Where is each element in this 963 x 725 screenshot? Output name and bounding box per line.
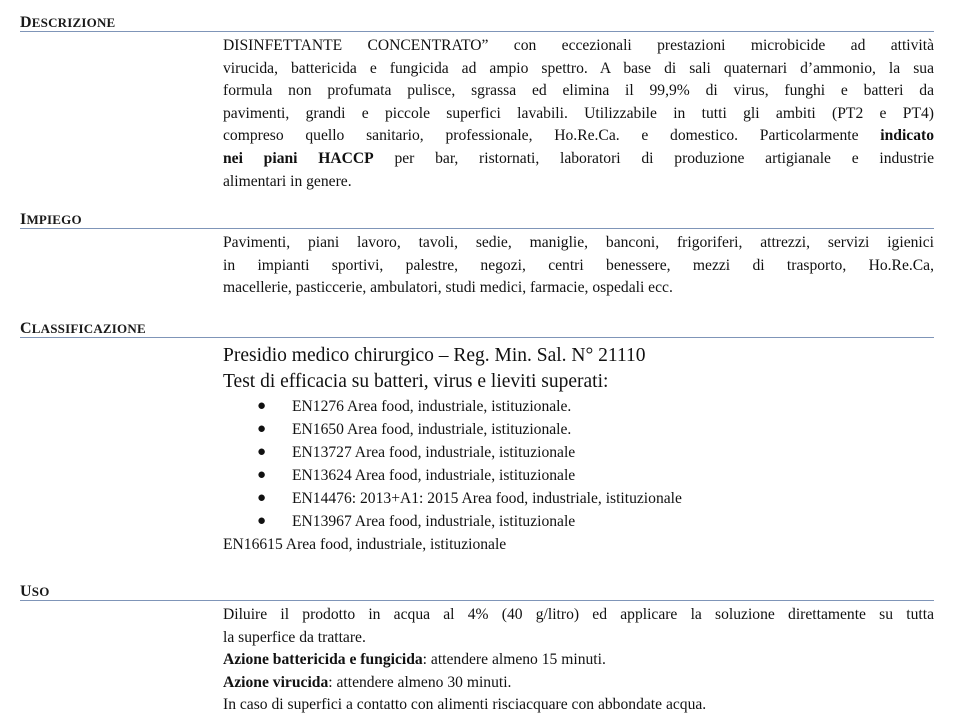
heading-rest: SO xyxy=(31,584,50,599)
section-heading-descrizione xyxy=(20,15,934,32)
bullet-icon: ● xyxy=(257,490,267,506)
section-heading-uso xyxy=(20,584,934,601)
uso-body xyxy=(223,604,934,717)
tests-title: Test di efficacia su batteri, virus e lieviti superati: xyxy=(223,371,609,392)
standard-item: ● EN13727 Area food, industriale, istituzionale xyxy=(223,441,934,464)
label-battericida: Azione battericida e fungicida xyxy=(223,651,423,669)
heading-cap: D xyxy=(20,14,32,31)
uso-line: In caso di superfici a contatto con alimenti risciacquare con abbondate acqua. xyxy=(223,696,707,714)
descrizione-line: virucida, battericida e fungicida ad ampio spettro. A base di sali quaternari d’ammonio, la sua xyxy=(223,59,934,77)
heading-rest: LASSIFICAZIONE xyxy=(31,321,146,336)
bullet-icon: ● xyxy=(257,444,267,460)
descrizione-line: alimentari in genere. xyxy=(223,172,352,190)
standard-item: ● EN1650 Area food, industriale, istituzionale. xyxy=(223,418,934,441)
emphasis-haccp: nei piani HACCP xyxy=(223,149,374,167)
section-heading-classificazione xyxy=(20,321,934,338)
impiego-line: macellerie, pasticcerie, ambulatori, studi medici, farmacie, ospedali ecc. xyxy=(223,279,673,297)
label-virucida: Azione virucida xyxy=(223,673,329,691)
descrizione-line: pavimenti, grandi e piccole superfici lavabili. Utilizzabile in tutti gli ambiti (PT2 e PT4) xyxy=(223,104,934,122)
heading-cap: I xyxy=(20,211,27,228)
impiego-body xyxy=(223,232,934,300)
impiego-line: in impianti sportivi, palestre, negozi, centri benessere, mezzi di trasporto, Ho.Re.Ca, xyxy=(223,256,934,274)
descrizione-line: formula non profumata pulisce, sgrassa ed elimina il 99,9% di virus, funghi e batteri da xyxy=(223,82,934,100)
uso-line: Azione battericida e fungicida: attendere almeno 15 minuti. xyxy=(223,651,606,669)
emphasis-indicato: indicato xyxy=(880,127,934,145)
bullet-icon: ● xyxy=(257,467,267,483)
heading-rest: ESCRIZIONE xyxy=(31,15,116,30)
uso-line: Diluire il prodotto in acqua al 4% (40 g/litro) ed applicare la soluzione direttamente su tutta xyxy=(223,606,934,623)
bullet-icon: ● xyxy=(257,513,267,529)
bullet-icon: ● xyxy=(257,398,267,414)
bullet-icon: ● xyxy=(257,421,267,437)
extra-standard: EN16615 Area food, industriale, istituzionale xyxy=(223,536,507,553)
descrizione-line xyxy=(223,125,934,148)
descrizione-text: per bar, ristornati, laboratori di produzione artigianale e industrie xyxy=(373,149,934,167)
standard-item: ● EN14476: 2013+A1: 2015 Area food, industriale, istituzionale xyxy=(223,487,934,510)
impiego-line: Pavimenti, piani lavoro, tavoli, sedie, maniglie, banconi, frigoriferi, attrezzi, servizi igienici xyxy=(223,234,934,251)
section-heading-impiego xyxy=(20,212,934,229)
standard-item: ● EN1276 Area food, industriale, istituzionale. xyxy=(223,395,934,418)
heading-cap: U xyxy=(20,583,32,600)
standard-item: ● EN13967 Area food, industriale, istituzionale xyxy=(223,510,934,533)
descrizione-line xyxy=(223,148,934,171)
uso-line: Azione virucida: attendere almeno 30 minuti. xyxy=(223,673,512,691)
descrizione-line: DISINFETTANTE CONCENTRATO” con eccezionali prestazioni microbicide ad attività xyxy=(223,37,934,54)
uso-line: la superfice da trattare. xyxy=(223,628,366,646)
descrizione-body xyxy=(223,35,934,193)
heading-cap: C xyxy=(20,320,32,337)
registration-number: Presidio medico chirurgico – Reg. Min. Sal. N° 21110 xyxy=(223,345,646,366)
standard-item: ● EN13624 Area food, industriale, istituzionale xyxy=(223,464,934,487)
classificazione-body xyxy=(223,343,934,556)
standards-list xyxy=(223,395,934,533)
heading-rest: MPIEGO xyxy=(26,212,82,227)
descrizione-text: compreso quello sanitario, professionale, Ho.Re.Ca. e domestico. Particolarmente xyxy=(223,127,881,145)
